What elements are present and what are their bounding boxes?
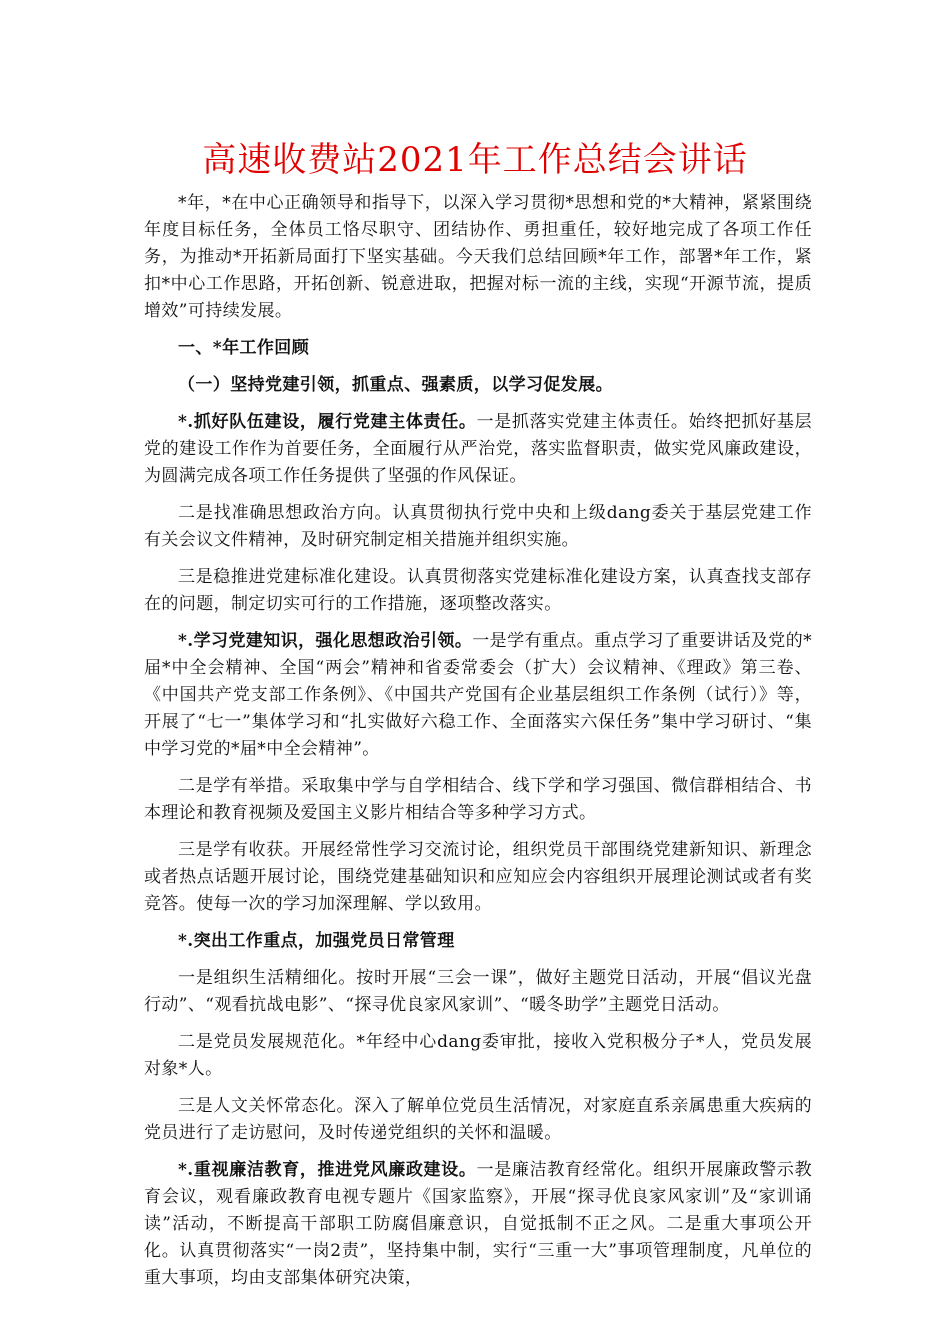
paragraph-political-direction: 二是找准确思想政治方向。认真贯彻执行党中央和上级dang委关于基层党建工作有关会议文件精神，及时研究制定相关措施并组织实施。: [144, 503, 812, 550]
section-heading-review: 一、*年工作回顾: [178, 338, 310, 358]
paragraph-study-knowledge: [144, 628, 812, 763]
paragraph-integrity-education: [144, 1157, 812, 1292]
paragraph-team-building: [144, 409, 812, 490]
paragraph-organization-life: 一是组织生活精细化。按时开展“三会一课”，做好主题党日活动，开展“倡议光盘行动”、“观看抗战电影”、“探寻优良家风家训”、“暖冬助学”主题党日活动。: [144, 968, 812, 1015]
intro-paragraph: *年，*在中心正确领导和指导下，以深入学习贯彻*思想和党的*大精神，紧紧围绕年度目标任务，全体员工恪尽职守、团结协作、勇担重任，较好地完成了各项工作任务，为推动*开拓新局面打下坚实基础。今天我们总结回顾*年工作，部署*年工作，紧扣*中心工作思路，开拓创新、锐意进取，把握对标一流的主线，实现“开源节流，提质增效”可持续发展。: [144, 193, 812, 321]
paragraph-lead: *.抓好队伍建设，履行党建主体责任。: [178, 412, 477, 432]
paragraph-body: 一是抓落实党建主体责任。始终把抓好基层党的建设工作作为首要任务，全面履行从严治党，落实监督职责，做实党风廉政建设，为圆满完成各项工作任务提供了坚强的作风保证。: [144, 412, 812, 486]
paragraph-lead: *.重视廉洁教育，推进党风廉政建设。: [178, 1160, 477, 1180]
paragraph-study-measures: 二是学有举措。采取集中学与自学相结合、线下学和学习强国、微信群相结合、书本理论和教育视频及爱国主义影片相结合等多种学习方式。: [144, 776, 812, 823]
paragraph-member-development: 二是党员发展规范化。*年经中心dang委审批，接收入党积极分子*人，党员发展对象*人。: [144, 1032, 812, 1079]
document-body: [144, 190, 812, 1302]
paragraph-standardization: 三是稳推进党建标准化建设。认真贯彻落实党建标准化建设方案，认真查找支部存在的问题，制定切实可行的工作措施，逐项整改落实。: [144, 567, 812, 614]
heading-member-management: *.突出工作重点，加强党员日常管理: [178, 931, 455, 951]
document-title: 高速收费站2021年工作总结会讲话: [202, 140, 748, 180]
subsection-heading-party-building: （一）坚持党建引领，抓重点、强素质，以学习促发展。: [178, 375, 613, 395]
paragraph-lead: *.学习党建知识，强化思想政治引领。: [178, 631, 473, 651]
paragraph-body: 一是廉洁教育经常化。组织开展廉政警示教育会议，观看廉政教育电视专题片《国家监察》，开展“探寻优良家风家训”及“家训诵读”活动，不断提高干部职工防腐倡廉意识，自觉抵制不正之风。二是重大事项公开化。认真贯彻落实“一岗2责”，坚持集中制，实行“三重一大”事项管理制度，凡单位的重大事项，均由支部集体研究决策，: [144, 1160, 812, 1288]
paragraph-study-gains: 三是学有收获。开展经常性学习交流讨论，组织党员干部围绕党建新知识、新理念或者热点话题开展讨论，围绕党建基础知识和应知应会内容组织开展理论测试或者有奖竞答。使每一次的学习加深理解、学以致用。: [144, 840, 812, 914]
paragraph-humanistic-care: 三是人文关怀常态化。深入了解单位党员生活情况，对家庭直系亲属患重大疾病的党员进行了走访慰问，及时传递党组织的关怀和温暖。: [144, 1096, 812, 1143]
paragraph-body: 一是学有重点。重点学习了重要讲话及党的*届*中全会精神、全国“两会”精神和省委常委会（扩大）会议精神、《理政》第三卷、《中国共产党支部工作条例》、《中国共产党国有企业基层组织工作条例（试行）》等，开展了“七一”集体学习和“扎实做好六稳工作、全面落实六保任务”集中学习研讨、“集中学习党的*届*中全会精神”。: [144, 631, 813, 759]
